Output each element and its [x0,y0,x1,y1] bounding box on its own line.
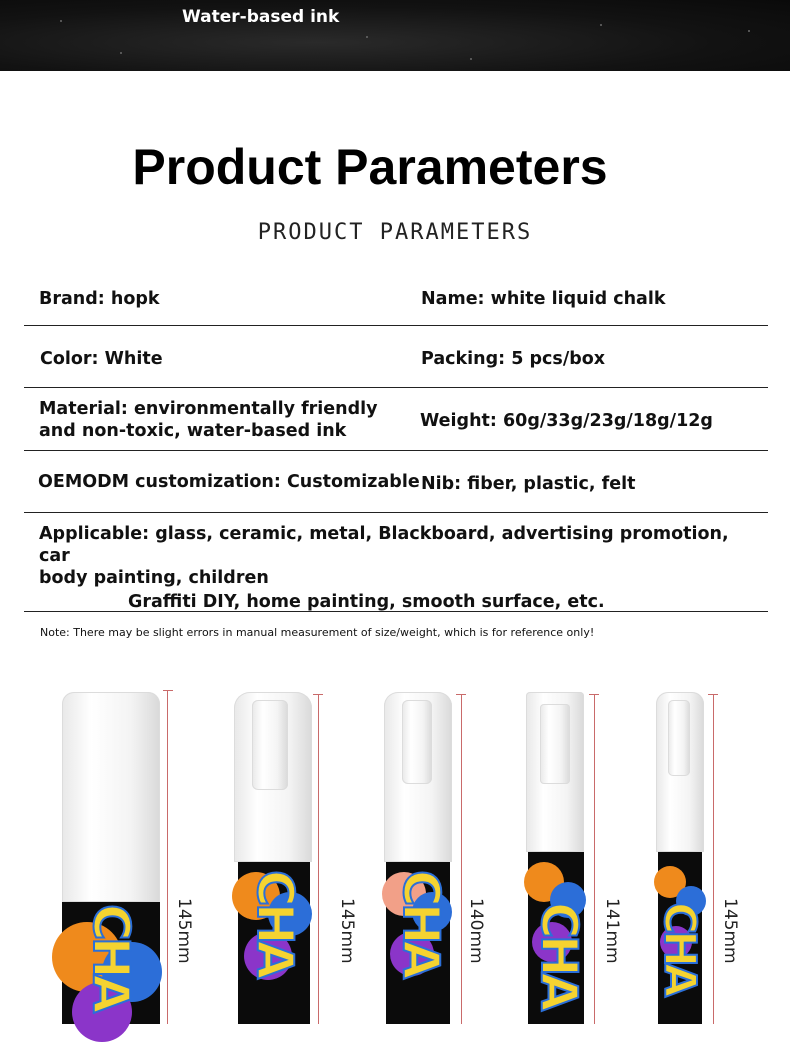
marker-clip [402,700,432,784]
applicable-line-2: body painting, children [39,568,269,588]
table-row [24,513,768,612]
material-line-2: and non-toxic, water-based ink [39,421,347,441]
page-subtitle: PRODUCT PARAMETERS [257,220,533,245]
marker-clip [668,700,690,776]
measure-line [318,694,319,1024]
measure-tick [163,690,173,691]
banner-text: Water-based ink [182,7,340,27]
marker-body [654,852,705,1024]
marker-body [386,862,450,1024]
measure-line [461,694,462,1024]
applicable-cell [39,523,759,613]
page-title: Product Parameters [132,139,608,195]
measure-line [167,690,168,1024]
length-label: 145mm [337,898,357,964]
packing-cell: Packing: 5 pcs/box [421,349,606,369]
nib-cell: Nib: fiber, plastic, felt [421,474,636,494]
measure-line [594,694,595,1024]
brand-cell: Brand: hopk [39,289,160,309]
parameters-table [24,268,768,612]
marker-body [62,902,160,1024]
length-label: 145mm [720,898,740,964]
table-row [24,451,768,513]
material-cell [39,398,378,442]
oem-cell: OEMODM customization: Customizable [38,472,420,492]
marker-lineup [0,680,790,1024]
applicable-line-1: Applicable: glass, ceramic, metal, Blackboard, advertising promotion, car [39,524,729,566]
marker-body [238,862,310,1024]
marker-cap [62,692,160,902]
name-cell: Name: white liquid chalk [421,289,666,309]
table-row [24,268,768,326]
measurement-note: Note: There may be slight errors in manual measurement of size/weight, which is for reference only! [40,626,595,639]
marker-brand-text: CHA [82,904,140,1010]
marker-brand-text: CHA [246,870,304,976]
table-row [24,326,768,388]
measure-line [713,694,714,1024]
marker-brand-text: CHA [392,870,450,976]
length-label: 145mm [174,898,194,964]
marker-clip [252,700,288,790]
table-row [24,388,768,451]
marker-clip [540,704,570,784]
marker-body [528,852,588,1024]
top-banner [0,0,790,71]
material-line-1: Material: environmentally friendly [39,399,378,419]
length-label: 141mm [602,898,622,964]
length-label: 140mm [466,898,486,964]
marker-brand-text: CHA [530,902,588,1008]
marker-brand-text: CHA [654,902,705,994]
applicable-line-3: Graffiti DIY, home painting, smooth surface, etc. [128,592,605,612]
color-cell: Color: White [40,349,163,369]
weight-cell: Weight: 60g/33g/23g/18g/12g [420,411,713,431]
